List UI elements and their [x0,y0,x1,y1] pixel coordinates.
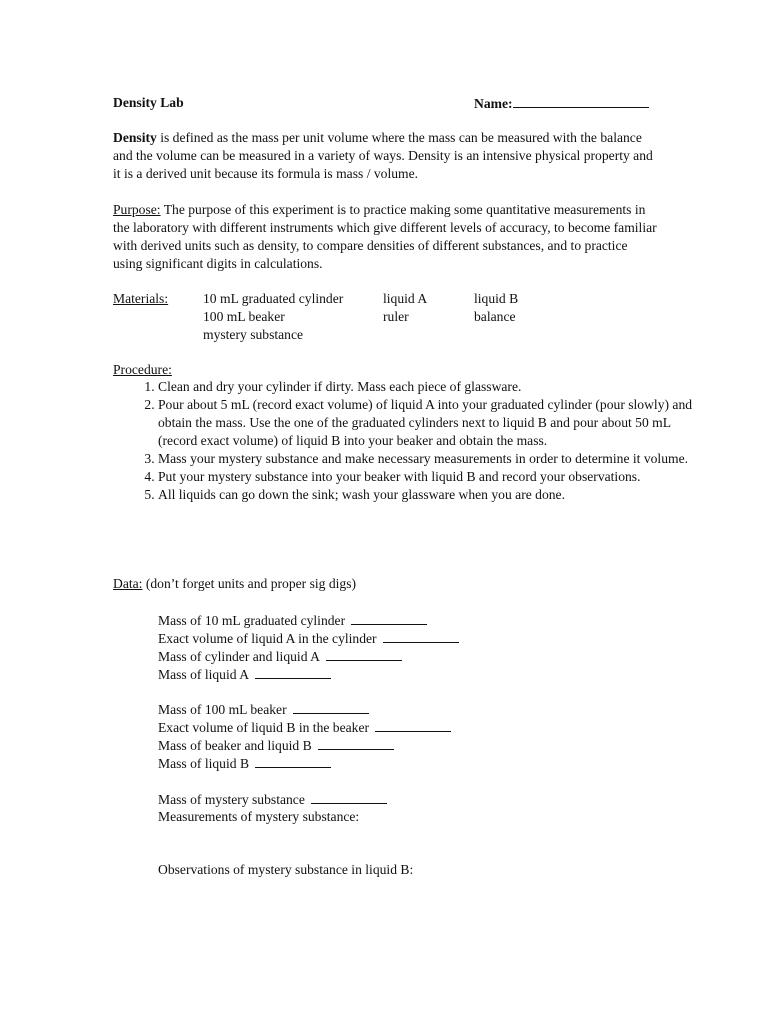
material-item: 100 mL beaker [203,309,285,324]
data-field-label: Mass of beaker and liquid B [158,738,312,753]
answer-blank [383,629,459,643]
mystery-measurements-label: Measurements of mystery substance: [158,809,360,824]
data-field-label: Mass of liquid B [158,756,250,771]
data-label: Data: [113,576,143,591]
document-title: Density Lab [113,95,184,110]
material-item: liquid A [383,291,428,306]
data-field-label: Mass of cylinder and liquid A [158,649,320,664]
data-field [158,647,402,666]
data-field-label: Mass of 10 mL graduated cylinder [158,613,346,628]
data-field-label: Exact volume of liquid B in the beaker [158,720,370,735]
data-field [158,718,451,737]
answer-blank [311,790,387,804]
data-field [158,611,427,630]
data-field [158,629,459,648]
procedure-step: 1. Clean and dry your cylinder if dirty. Mass each piece of glassware. [158,378,703,396]
material-item: balance [474,309,516,324]
procedure-list [113,378,703,504]
material-item: ruler [383,309,409,324]
intro-term: Density [113,130,157,145]
answer-blank [326,647,402,661]
procedure-step: 5. All liquids can go down the sink; wash your glassware when you are done. [158,486,703,504]
data-field [158,754,331,773]
answer-blank [255,754,331,768]
data-heading [113,575,356,593]
answer-blank [318,736,394,750]
material-item: mystery substance [203,327,304,342]
data-field [158,736,394,755]
procedure-step: 4. Put your mystery substance into your beaker with liquid B and record your observations. [158,468,703,486]
purpose-paragraph [113,201,658,273]
procedure-step: 2. Pour about 5 mL (record exact volume) of liquid A into your graduated cylinder (pour slowly) and obtain the mass. Use the one of the graduated cylinders next to liquid B and pour about 50 mL (record exact volume) of liquid B into your beaker and obtain the mass. [158,396,703,450]
answer-blank [255,665,331,679]
answer-blank [351,611,427,625]
purpose-text: The purpose of this experiment is to practice making some quantitative measurements in the laboratory with different instruments which give different levels of accuracy, to become familiar with derived units such as density, to compare densities of different substances, and to practice using significant digits in calculations. [113,202,657,271]
data-note: (don’t forget units and proper sig digs) [142,576,357,591]
materials-label: Materials: [113,291,169,306]
procedure-step: 3. Mass your mystery substance and make necessary measurements in order to determine it volume. [158,450,703,468]
data-field-label: Exact volume of liquid A in the cylinder [158,631,377,646]
intro-text: is defined as the mass per unit volume where the mass can be measured with the balance and the volume can be measured in a variety of ways. Density is an intensive physical property and it is a derived unit because its formula is mass / volume. [113,130,653,181]
name-blank [513,94,649,108]
intro-paragraph [113,129,658,183]
observations-label: Observations of mystery substance in liquid B: [158,862,414,877]
material-item: liquid B [474,291,519,306]
answer-blank [375,718,451,732]
name-field [474,94,649,113]
data-field [158,665,331,684]
data-field-label: Mass of liquid A [158,667,250,682]
data-field-label: Mass of 100 mL beaker [158,702,287,717]
data-field [158,700,369,719]
data-field [158,790,387,809]
material-item: 10 mL graduated cylinder [203,291,344,306]
name-label: Name: [474,96,513,111]
answer-blank [293,700,369,714]
purpose-label: Purpose: [113,202,161,217]
data-field-label: Mass of mystery substance [158,792,305,807]
procedure-label: Procedure: [113,362,172,377]
